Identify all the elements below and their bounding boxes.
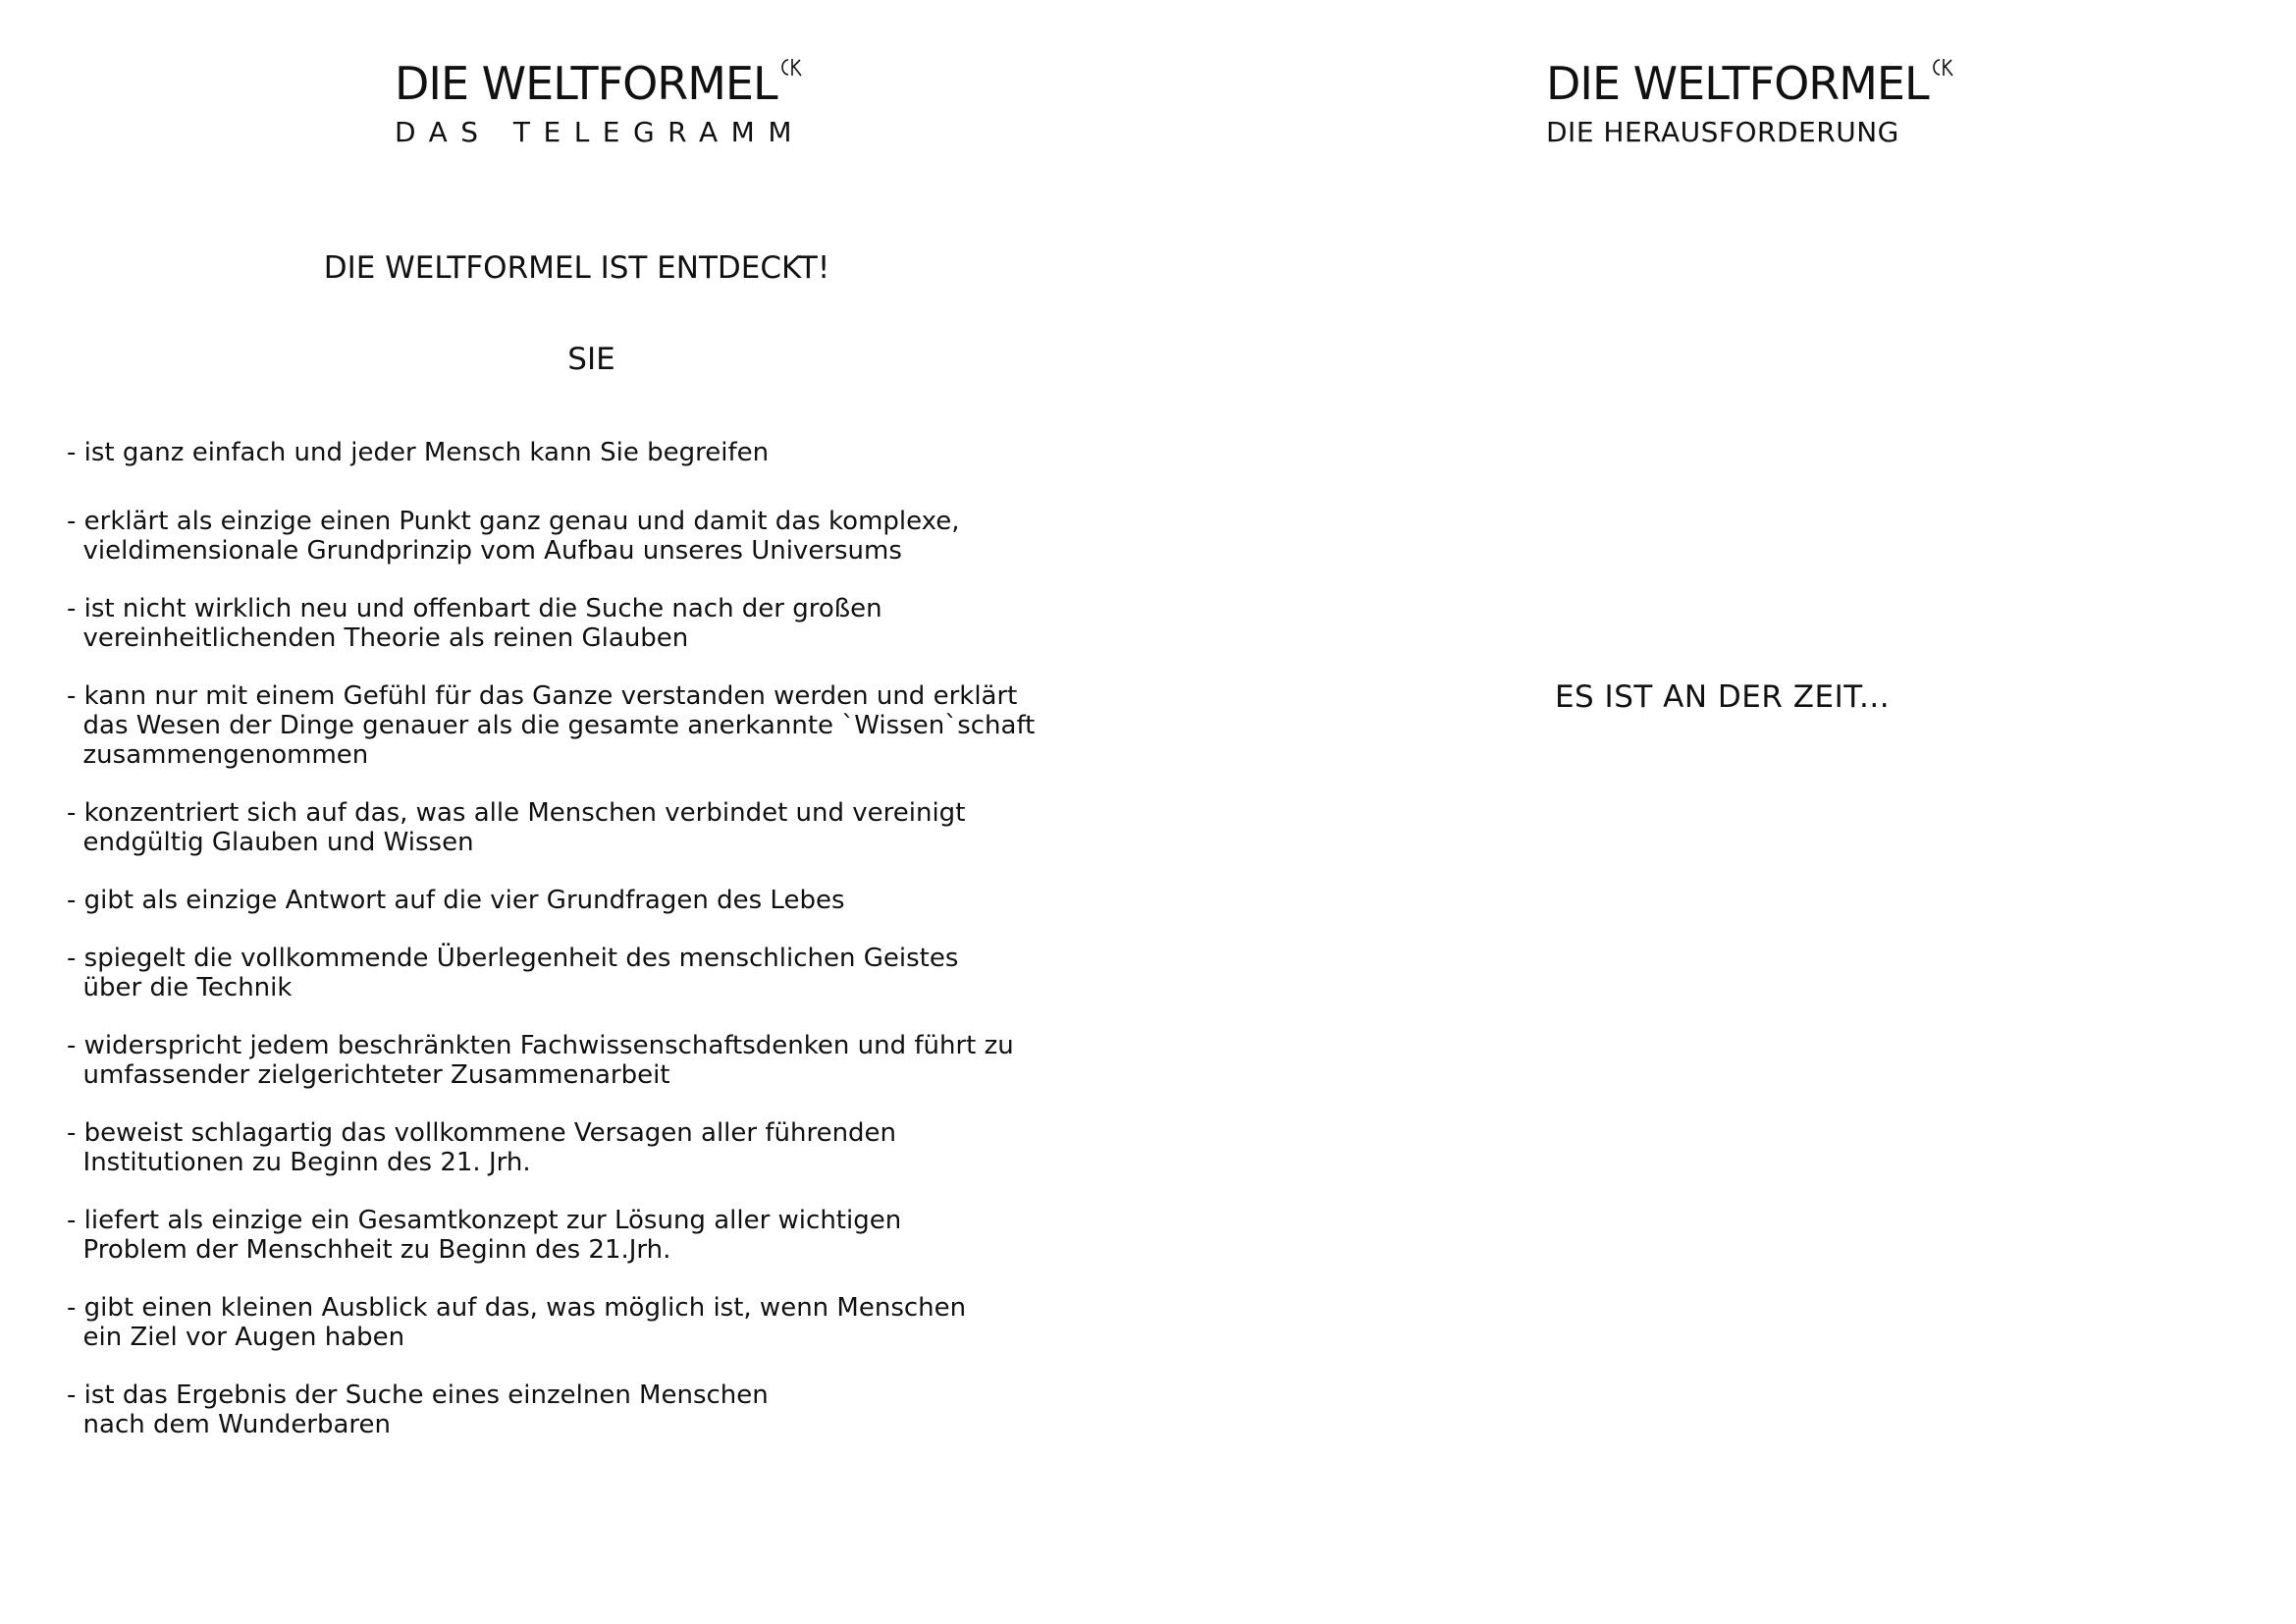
feature-list (67, 438, 1127, 1439)
logo-title (1546, 57, 1929, 110)
list-item: - erklärt als einzige einen Punkt ganz genau und damit das komplexe, vieldimensionale Grundprinzip vom Aufbau unseres Universums (67, 507, 960, 566)
logo-title-text: DIE WELTFORMEL (1546, 57, 1929, 110)
list-item: - ist nicht wirklich neu und offenbart die Suche nach der großen vereinheitlichenden Theorie als reinen Glauben (67, 594, 882, 653)
sub-headline: SIE (567, 342, 615, 377)
main-headline: DIE WELTFORMEL IST ENTDECKT! (323, 250, 830, 286)
list-item: - gibt als einzige Antwort auf die vier Grundfragen des Lebes (67, 886, 845, 915)
ok-monogram-icon (781, 57, 803, 79)
list-item: - ist ganz einfach und jeder Mensch kann Sie begreifen (67, 438, 770, 467)
logo-subtitle: DIE HERAUSFORDERUNG (1546, 116, 1899, 148)
list-item: - widerspricht jedem beschränkten Fachwissenschaftsdenken und führt zu umfassender zielgerichteter Zusammenarbeit (67, 1031, 1014, 1090)
right-page (1148, 0, 2296, 1624)
logo-left (395, 57, 805, 148)
logo-title (395, 57, 777, 110)
list-item: - beweist schlagartig das vollkommene Versagen aller führenden Institutionen zu Beginn des 21. Jrh. (67, 1118, 897, 1177)
list-item: - kann nur mit einem Gefühl für das Ganze verstanden werden und erklärt das Wesen der Dinge genauer als die gesamte anerkannte `Wissen`schaft zusammengenommen (67, 681, 1036, 770)
list-item: - konzentriert sich auf das, was alle Menschen verbindet und vereinigt endgültig Glauben und Wissen (67, 798, 966, 857)
tagline: ES IST AN DER ZEIT... (1554, 679, 1891, 715)
logo-right (1546, 57, 1929, 148)
list-item: - ist das Ergebnis der Suche eines einzelnen Menschen nach dem Wunderbaren (67, 1380, 769, 1439)
ok-monogram-icon (1933, 57, 1954, 79)
list-item: - gibt einen kleinen Ausblick auf das, was möglich ist, wenn Menschen ein Ziel vor Augen haben (67, 1293, 967, 1352)
list-item: - liefert als einzige ein Gesamtkonzept zur Lösung aller wichtigen Problem der Menschheit zu Beginn des 21.Jrh. (67, 1206, 902, 1265)
logo-title-text: DIE WELTFORMEL (395, 57, 777, 110)
list-item: - spiegelt die vollkommende Überlegenheit des menschlichen Geistes über die Technik (67, 944, 959, 1002)
logo-subtitle: DAS TELEGRAMM (395, 116, 805, 148)
